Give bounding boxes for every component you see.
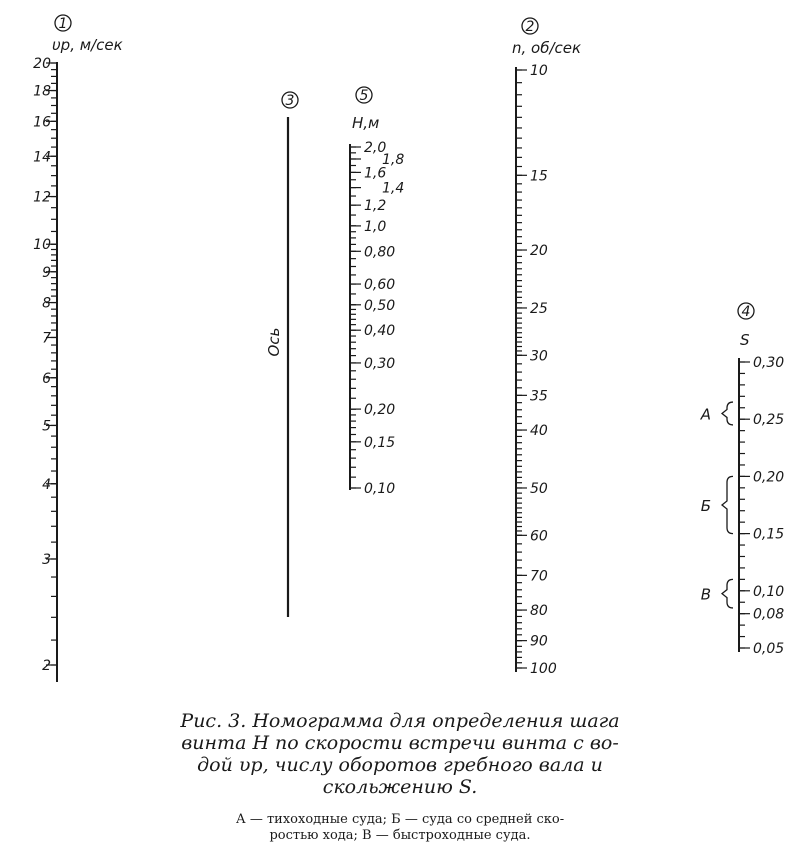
legend-line-2: ростью хода; В — быстроходные суда. [269, 828, 531, 843]
axis-H-ticks [350, 140, 404, 497]
axis-S-range-label: В [700, 585, 711, 604]
axis-S-range-label: А [700, 405, 711, 424]
caption-line-3: дой υp, числу оборотов гребного вала и [197, 754, 603, 776]
axis-vp-tick-label: 16 [33, 114, 51, 131]
axis-vp-tick-label: 9 [42, 264, 51, 281]
caption-line-2: винта H по скорости встречи винта с во- [181, 732, 619, 754]
axis-vp-tick-label: 4 [42, 476, 51, 493]
axis-n-tick-label: 10 [530, 63, 548, 79]
axis-vp-number: 1 [58, 16, 68, 32]
axis-n-label: n, об/сек [512, 39, 582, 57]
axis-n-tick-label: 15 [530, 168, 548, 185]
axis-vp-label: υp, м/сек [52, 36, 123, 54]
axis-S-tick-label: 0,30 [753, 355, 785, 371]
axis-S-range-brace [722, 402, 733, 425]
axis-S-number: 4 [741, 304, 751, 320]
axis-H-tick-label: 1,8 [382, 151, 405, 168]
axis-S-tick-label: 0,08 [753, 606, 785, 623]
axis-vp-tick-label: 7 [42, 330, 51, 347]
axis-n-tick-label: 35 [530, 388, 548, 405]
axis-S-range-brace [722, 476, 733, 533]
axis-H-tick-label: 1,0 [364, 218, 387, 235]
axis-n-tick-label: 60 [530, 528, 548, 545]
axis-n-tick-label: 90 [530, 633, 548, 650]
axis-pivot [265, 92, 298, 617]
axis-n-tick-label: 20 [530, 243, 548, 260]
axis-vp-tick-label: 18 [33, 83, 51, 100]
axis-vp-tick-label: 3 [42, 551, 51, 568]
axis-S-ticks [739, 355, 784, 657]
figure-caption [120, 710, 680, 798]
axis-H-label: H,м [352, 114, 380, 132]
axis-vp-tick-label: 5 [42, 418, 51, 435]
axis-S-tick-label: 0,15 [753, 526, 785, 543]
caption-line-4: скольжению S. [322, 776, 478, 798]
figure-legend [120, 812, 680, 844]
axis-H-tick-label: 0,80 [364, 244, 396, 261]
axis-n-tick-label: 80 [530, 603, 548, 620]
axis-H-tick-label: 0,10 [364, 481, 396, 497]
axis-S-ranges [700, 402, 733, 608]
axis-vp-tick-label: 8 [42, 295, 51, 312]
axis-S-range-label: Б [700, 497, 711, 515]
axis-vp-tick-label: 12 [33, 189, 51, 206]
axis-H-tick-label: 2,0 [364, 140, 387, 156]
axis-H-tick-label: 1,4 [382, 180, 405, 197]
axis-vp [33, 15, 122, 682]
axis-S-label: S [740, 331, 750, 349]
caption-line-1: Рис. 3. Номограмма для определения шага [180, 710, 620, 732]
axis-H-tick-label: 1,2 [364, 198, 387, 215]
axis-vp-ticks [33, 56, 57, 674]
axis-H-tick-label: 0,30 [364, 355, 396, 372]
axis-S-tick-label: 0,20 [753, 469, 785, 486]
axis-H-tick-label: 0,50 [364, 297, 396, 314]
axis-H-tick-label: 0,20 [364, 402, 396, 419]
axis-n-tick-label: 25 [530, 300, 548, 317]
axis-S-range-brace [722, 579, 733, 608]
axis-n [512, 18, 581, 677]
axis-pivot-number: 3 [285, 93, 295, 109]
axis-pivot-label: Ось [265, 327, 283, 357]
axis-n-tick-label: 40 [530, 423, 548, 440]
axis-n-tick-label: 50 [530, 480, 548, 497]
axis-H-tick-label: 0,60 [364, 277, 396, 294]
legend-line-1: А — тихоходные суда; Б — суда со средней ско- [235, 812, 565, 827]
axis-S-tick-label: 0,25 [753, 412, 785, 429]
axis-n-tick-label: 100 [530, 661, 557, 677]
axis-vp-tick-label: 6 [42, 370, 51, 387]
axis-S [700, 303, 785, 657]
axis-n-tick-label: 70 [530, 568, 548, 585]
axis-vp-tick-label: 14 [33, 149, 51, 166]
axis-H [350, 87, 404, 497]
axis-H-tick-label: 1,6 [364, 165, 387, 182]
axis-n-ticks [516, 63, 557, 677]
axis-S-tick-label: 0,05 [753, 641, 785, 657]
axis-vp-tick-label: 2 [42, 658, 51, 674]
axis-vp-tick-label: 10 [33, 237, 51, 254]
axis-H-tick-label: 0,15 [364, 434, 396, 451]
axis-n-number: 2 [525, 19, 535, 35]
axis-vp-tick-label: 20 [33, 56, 51, 72]
axis-n-tick-label: 30 [530, 348, 548, 365]
axis-S-tick-label: 0,10 [753, 583, 785, 600]
axis-H-tick-label: 0,40 [364, 323, 396, 340]
axis-H-number: 5 [359, 88, 369, 104]
